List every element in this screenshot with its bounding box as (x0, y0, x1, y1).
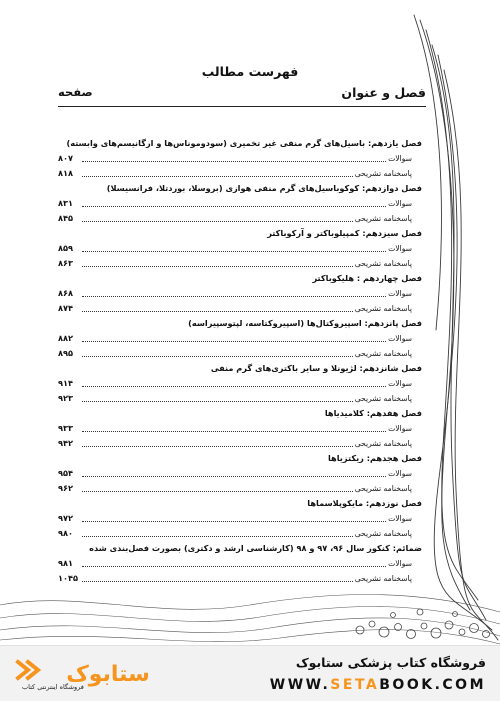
toc-page-number: ۸۷۴ (58, 303, 73, 313)
toc-item-row (58, 571, 426, 586)
toc-page-number: ۸۴۵ (58, 213, 73, 223)
url-prefix: WWW. (269, 677, 331, 693)
toc-item-row (58, 241, 426, 256)
toc-page-number: ۹۱۴ (58, 378, 73, 388)
toc-item-row (58, 556, 426, 571)
toc-page-number: ۹۴۲ (58, 438, 73, 448)
toc-page-number: ۸۰۷ (58, 153, 73, 163)
toc-item-row (58, 196, 426, 211)
dot-leader (82, 476, 386, 477)
store-url[interactable] (270, 677, 486, 693)
toc-item-label: پاسخنامه تشریحی (354, 574, 412, 583)
toc-page-number: ۸۳۱ (58, 198, 73, 208)
toc-item-row (58, 376, 426, 391)
toc-item-label: پاسخنامه تشریحی (354, 169, 412, 178)
toc-header-row (58, 85, 426, 103)
toc-page-number: ۸۵۹ (58, 243, 73, 253)
page-title: فهرست مطالب (201, 64, 299, 79)
dot-leader (82, 536, 353, 537)
table-of-contents (58, 136, 426, 586)
dot-leader (82, 266, 353, 267)
dot-leader (82, 341, 386, 342)
toc-page-number: ۹۸۱ (58, 558, 73, 568)
toc-page-number: ۹۳۳ (58, 423, 73, 433)
toc-page-number: ۸۹۵ (58, 348, 73, 358)
toc-item-label: پاسخنامه تشریحی (354, 259, 412, 268)
toc-item-row (58, 166, 426, 181)
toc-item-row (58, 256, 426, 271)
toc-item-label: سوالات (388, 154, 412, 163)
toc-item-label: پاسخنامه تشریحی (354, 484, 412, 493)
toc-item-label: سوالات (388, 469, 412, 478)
toc-item-label: سوالات (388, 289, 412, 298)
toc-page-number: ۸۶۸ (58, 288, 73, 298)
toc-chapter-title: فصل چهاردهم : هلیکوباکتر (312, 273, 422, 283)
toc-item-row (58, 301, 426, 316)
toc-page-number: ۹۵۴ (58, 468, 73, 478)
dot-leader (82, 356, 353, 357)
toc-chapter-title: فصل نوزدهم: مایکوپلاسماها (307, 498, 422, 508)
toc-item-row (58, 211, 426, 226)
toc-page-number: ۸۸۲ (58, 333, 73, 343)
toc-item-label: پاسخنامه تشریحی (354, 394, 412, 403)
toc-item-row (58, 481, 426, 496)
toc-page-number: ۱۰۴۵ (58, 573, 78, 583)
toc-item-label: سوالات (388, 424, 412, 433)
toc-page-number: ۹۸۰ (58, 528, 73, 538)
store-name: فروشگاه کتاب پزشکی ستابوک (295, 655, 486, 670)
toc-item-row (58, 391, 426, 406)
dot-leader (82, 206, 386, 207)
dot-leader (82, 161, 386, 162)
dot-leader (82, 581, 353, 582)
toc-item-label: پاسخنامه تشریحی (354, 529, 412, 538)
toc-item-label: پاسخنامه تشریحی (354, 304, 412, 313)
toc-item-label: پاسخنامه تشریحی (354, 214, 412, 223)
toc-chapter-title: فصل پانزدهم: اسپیروکتال‌ها (اسپیروکتاسه، لپتوسپیراسه) (188, 318, 422, 328)
toc-chapter-title: فصل یازدهم: باسیل‌های گرم منفی غیر تخمیری (سودوموناس‌ها و ارگانیسم‌های وابسته) (66, 138, 422, 148)
dot-leader (82, 521, 386, 522)
toc-item-row (58, 526, 426, 541)
dot-leader (82, 296, 386, 297)
toc-page-number: ۹۷۲ (58, 513, 73, 523)
column-header-chapter: فصل و عنوان (341, 85, 426, 100)
toc-item-label: سوالات (388, 244, 412, 253)
toc-item-row (58, 346, 426, 361)
dot-leader (82, 251, 386, 252)
dot-leader (82, 446, 353, 447)
toc-page-number: ۹۶۲ (58, 483, 73, 493)
toc-item-label: سوالات (388, 334, 412, 343)
svg-text:ستابوک: ستابوک (66, 662, 150, 687)
toc-item-label: سوالات (388, 199, 412, 208)
toc-item-label: سوالات (388, 514, 412, 523)
toc-page-number: ۸۶۳ (58, 258, 73, 268)
dot-leader (82, 176, 353, 177)
toc-item-row (58, 466, 426, 481)
toc-item-label: پاسخنامه تشریحی (354, 439, 412, 448)
store-footer-banner (0, 645, 500, 701)
dot-leader (82, 386, 386, 387)
toc-item-row (58, 331, 426, 346)
toc-chapter-title: فصل شانزدهم: لژیونلا و سایر باکتری‌های گرم منفی (210, 363, 422, 373)
toc-item-label: پاسخنامه تشریحی (354, 349, 412, 358)
toc-page-number: ۹۲۳ (58, 393, 73, 403)
toc-item-row (58, 286, 426, 301)
dot-leader (82, 491, 353, 492)
toc-item-row (58, 151, 426, 166)
logo-subtitle: فروشگاه اینترنتی کتاب (22, 683, 84, 691)
header-divider (58, 106, 426, 107)
dot-leader (82, 311, 353, 312)
dot-leader (82, 431, 386, 432)
toc-page-number: ۸۱۸ (58, 168, 73, 178)
dot-leader (82, 401, 353, 402)
url-accent: SETA (330, 677, 380, 693)
toc-chapter-title: فصل سیزدهم: کمپیلوباکتر و آرکوباکتر (267, 228, 422, 238)
column-header-page: صفحه (58, 85, 93, 99)
toc-chapter-title: فصل هجدهم: ریکتزیاها (327, 453, 422, 463)
toc-chapter-title: ضمائم: کنکور سال ۹۶، ۹۷ و ۹۸ (کارشناسی ارشد و دکتری) بصورت فصل‌بندی شده (89, 543, 422, 553)
toc-chapter-title: فصل هفدهم: کلامیدیاها (324, 408, 422, 418)
dot-leader (82, 566, 386, 567)
toc-item-row (58, 436, 426, 451)
toc-item-label: سوالات (388, 559, 412, 568)
toc-item-row (58, 511, 426, 526)
url-suffix: BOOK.COM (379, 677, 486, 693)
dot-leader (82, 221, 353, 222)
toc-item-label: سوالات (388, 379, 412, 388)
toc-chapter-title: فصل دوازدهم: کوکوباسیل‌های گرم منفی هوازی (بروسلا، بوردتلا، فرانسیسلا) (106, 183, 422, 193)
toc-item-row (58, 421, 426, 436)
